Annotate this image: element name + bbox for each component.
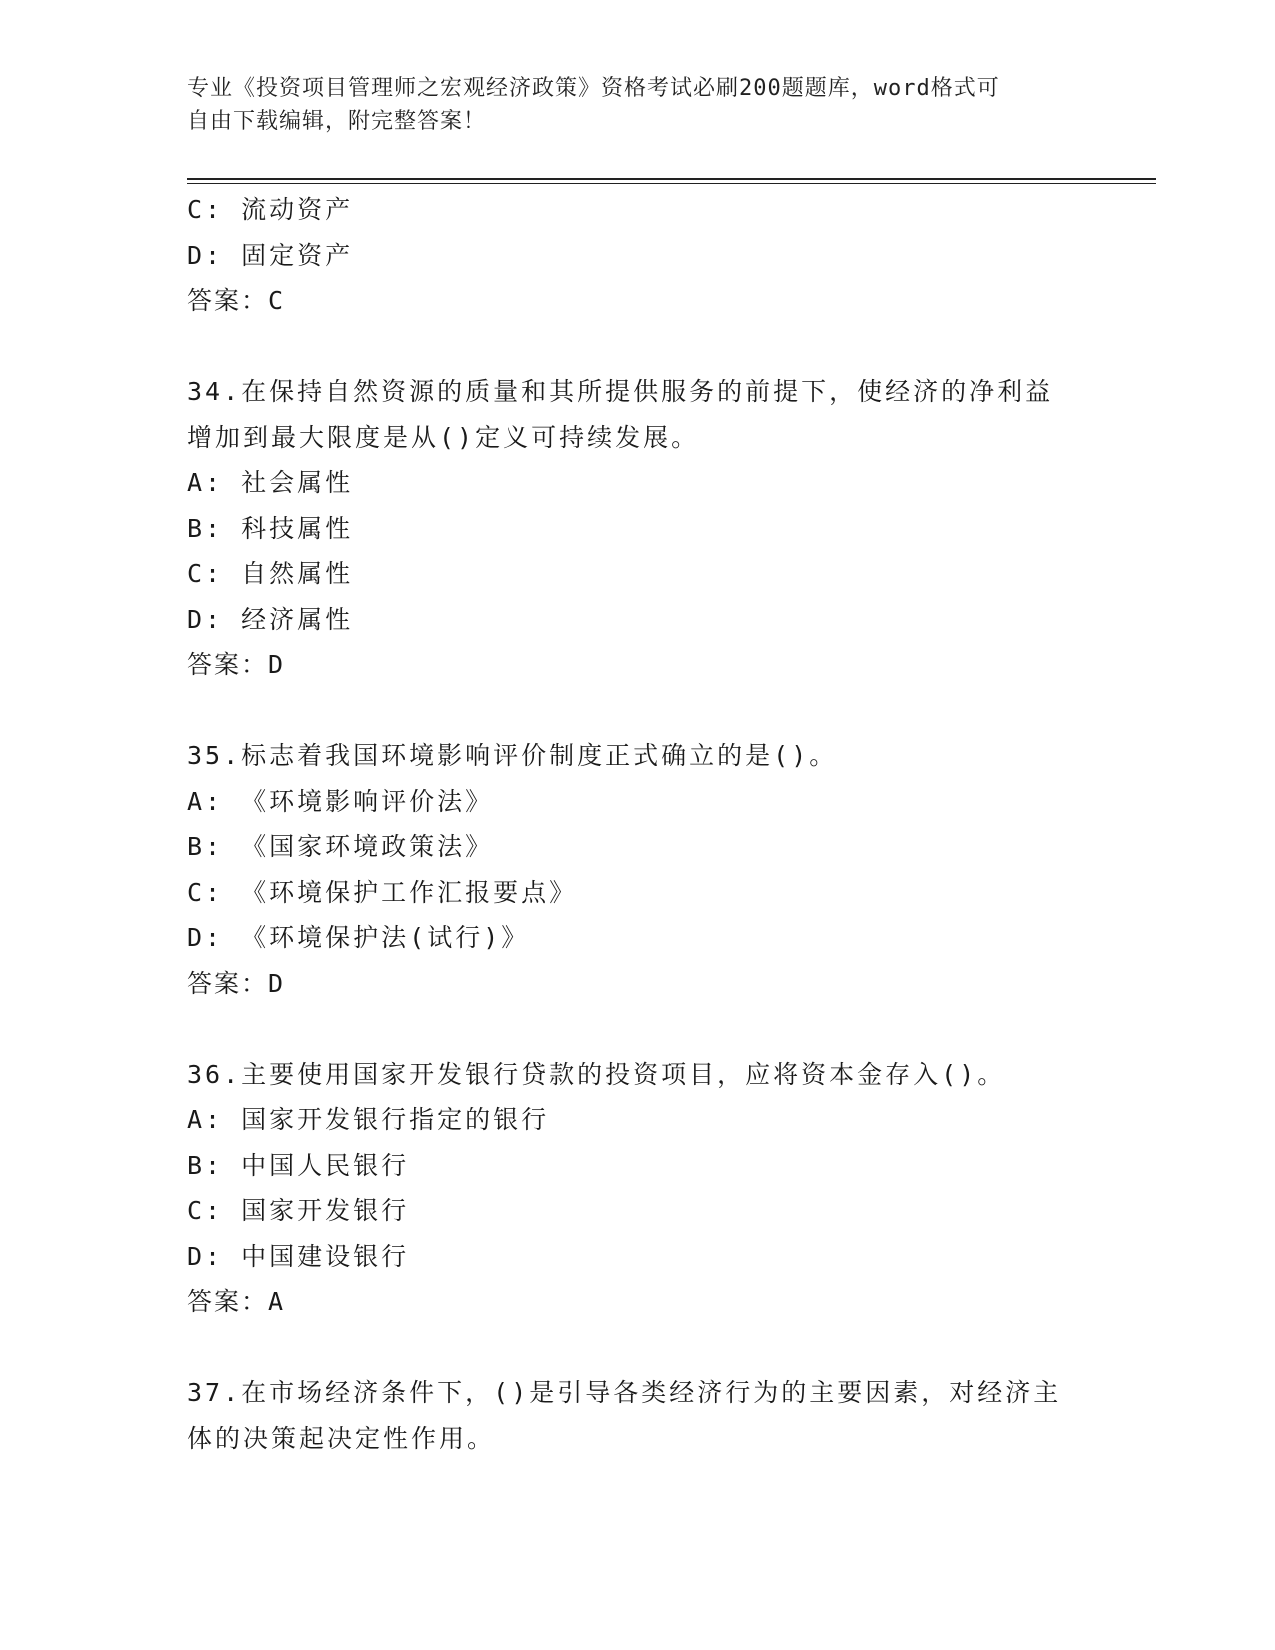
header-rule-thick [187,178,1156,180]
option-d: D: 经济属性 [187,604,354,634]
question-text: 34.在保持自然资源的质量和其所提供服务的前提下，使经济的净利益 [187,377,1054,406]
question-text: 增加到最大限度是从()定义可持续发展。 [187,422,700,452]
header-line-2: 自由下载编辑，附完整答案！ [187,109,487,134]
question-text: 35.标志着我国环境影响评价制度正式确立的是()。 [187,741,838,770]
option-c: C: 自然属性 [187,559,354,588]
answer: 答案：D [187,650,286,679]
option-b: B: 科技属性 [187,513,354,543]
option-c: C: 《环境保护工作汇报要点》 [187,877,578,907]
question-block-35 [187,733,1087,1006]
question-text: 体的决策起决定性作用。 [187,1423,496,1453]
answer: 答案：C [187,286,286,315]
document-header [187,72,1067,138]
option-a: A: 《环境影响评价法》 [187,786,494,816]
option-b: B: 《国家环境政策法》 [187,832,494,861]
question-block-37 [187,1370,1087,1461]
option-d: D: 《环境保护法(试行)》 [187,923,530,952]
question-block-33-tail [187,187,1087,324]
option-a: A: 国家开发银行指定的银行 [187,1105,550,1134]
option-c: C: 流动资产 [187,195,354,224]
document-body [187,187,1087,1461]
question-block-34 [187,369,1087,688]
option-d: D: 固定资产 [187,240,354,270]
option-b: B: 中国人民银行 [187,1150,410,1180]
option-c: C: 国家开发银行 [187,1196,410,1225]
header-line-1: 专业《投资项目管理师之宏观经济政策》资格考试必刷200题题库，word格式可 [187,76,1000,101]
question-block-36 [187,1052,1087,1325]
header-rule-thin [187,183,1156,184]
option-d: D: 中国建设银行 [187,1241,410,1271]
answer: 答案：A [187,1287,286,1316]
question-text: 36.主要使用国家开发银行贷款的投资项目，应将资本金存入()。 [187,1059,1006,1089]
question-text: 37.在市场经济条件下，()是引导各类经济行为的主要因素，对经济主 [187,1378,1062,1407]
option-a: A: 社会属性 [187,468,354,497]
answer: 答案：D [187,968,286,998]
